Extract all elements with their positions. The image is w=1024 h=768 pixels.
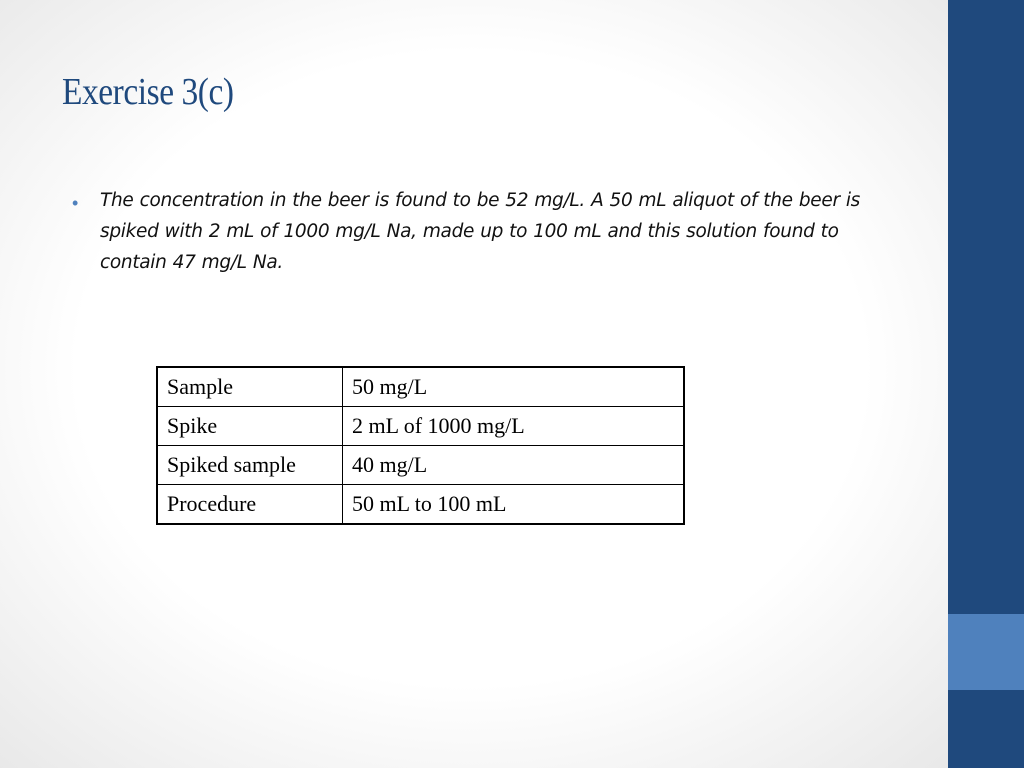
data-table: [156, 366, 685, 525]
table-cell-label: Sample: [157, 367, 343, 407]
bullet-text: The concentration in the beer is found to be 52 mg/L. A 50 mL aliquot of the beer is spiked with 2 mL of 1000 mg/L Na, made up to 100 mL and this solution found to contain 47 mg/L Na.: [100, 190, 861, 273]
table-cell-value: 40 mg/L: [343, 446, 685, 485]
sidebar-band: [948, 0, 1024, 768]
bullet-marker: •: [72, 193, 79, 213]
table-row: [157, 407, 684, 446]
table-row: [157, 446, 684, 485]
table-cell-value: 2 mL of 1000 mg/L: [343, 407, 685, 446]
table-cell-label: Procedure: [157, 485, 343, 525]
bullet-item: [72, 185, 902, 278]
table-cell-label: Spiked sample: [157, 446, 343, 485]
sidebar-accent-block: [948, 614, 1024, 690]
slide-title: Exercise 3(c): [62, 71, 234, 113]
table-row: [157, 367, 684, 407]
table-row: [157, 485, 684, 525]
table-cell-value: 50 mL to 100 mL: [343, 485, 685, 525]
table-cell-value: 50 mg/L: [343, 367, 685, 407]
table-cell-label: Spike: [157, 407, 343, 446]
